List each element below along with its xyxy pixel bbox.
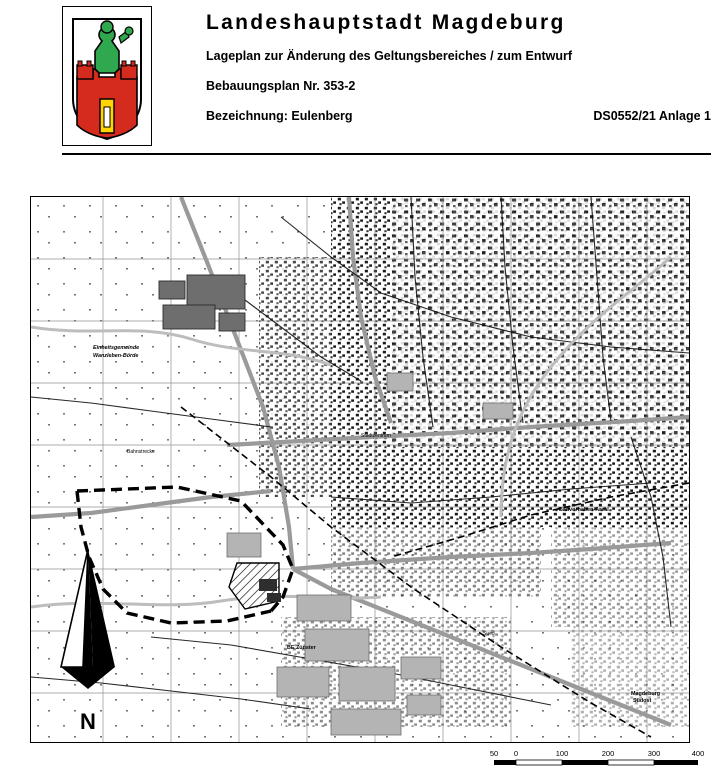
coat-of-arms: [62, 6, 152, 146]
north-label: N: [80, 709, 96, 734]
map-annotation: BE Zünster: [287, 645, 316, 651]
coat-of-arms-icon: [63, 7, 151, 145]
map-annotation: Bahnstrecke: [127, 449, 155, 455]
document-reference: DS0552/21 Anlage 1: [593, 109, 711, 124]
map-annotation: Bauvorhaben-Areal: [559, 507, 609, 513]
title-block: [206, 10, 711, 123]
map-annotation: Sued: [483, 631, 495, 637]
svg-text:100: 100: [555, 749, 569, 758]
map-annotation: Einheitsgemeinde: [93, 345, 140, 351]
designation-row: [206, 109, 711, 123]
scale-bar: [490, 749, 705, 775]
site-map-graphic: [31, 197, 689, 742]
map-annotation: Südost: [633, 698, 652, 704]
svg-text:300: 300: [647, 749, 661, 758]
svg-text:400: 400: [691, 749, 705, 758]
map-annotation: Stadtzentrum: [361, 433, 391, 439]
map-canvas[interactable]: [30, 196, 690, 743]
document-header: [0, 0, 723, 160]
header-divider: [62, 153, 711, 155]
plan-number: Bebauungsplan Nr. 353-2: [206, 79, 356, 94]
svg-text:200: 200: [601, 749, 615, 758]
map-annotation: Wanzleben-Börde: [93, 353, 139, 359]
subtitle-line: Lageplan zur Änderung des Geltungsbereiches / zum Entwurf: [206, 49, 573, 64]
svg-text:0: 0: [513, 749, 519, 758]
svg-text:50: 50: [490, 749, 499, 758]
designation: Bezeichnung: Eulenberg: [206, 109, 353, 124]
scale-bar-graphic: [490, 749, 705, 775]
page-title: Landeshauptstadt Magdeburg: [206, 11, 566, 34]
map-annotation: Magdeburg: [631, 691, 661, 697]
